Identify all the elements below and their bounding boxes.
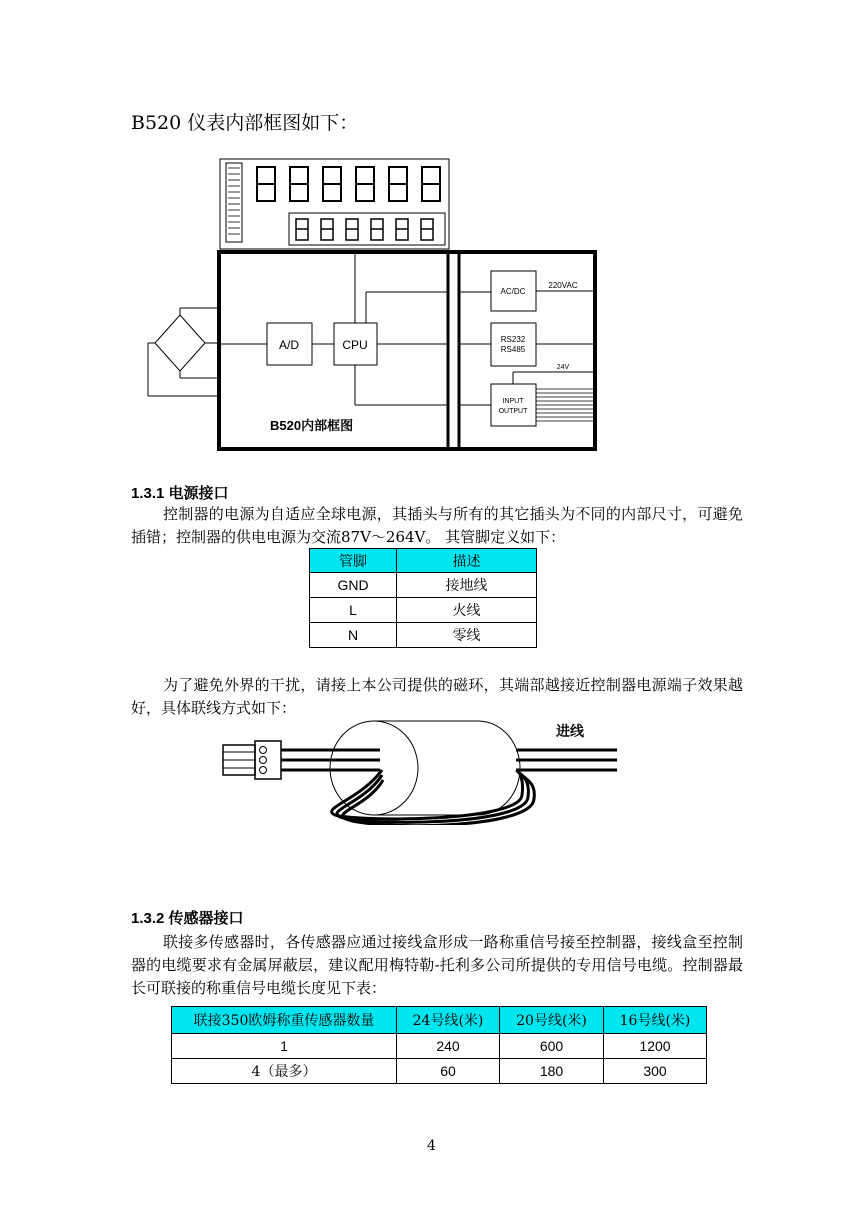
output-label: OUTPUT bbox=[498, 408, 528, 415]
table-cell: 600 bbox=[500, 1034, 604, 1059]
table-cell: 1 bbox=[172, 1034, 397, 1059]
table-cell: 4（最多） bbox=[172, 1059, 397, 1084]
table-header: 24号线(米) bbox=[397, 1007, 500, 1034]
rs485-label: RS485 bbox=[500, 345, 526, 354]
acdc-label: AC/DC bbox=[500, 287, 526, 296]
table-cell: 240 bbox=[397, 1034, 500, 1059]
ad-label: A/D bbox=[278, 338, 300, 352]
sensor-paragraph: 联接多传感器时，各传感器应通过接线盒形成一路称重信号接至控制器，接线盒至控制器的电缆要求有金属屏蔽层，建议配用梅特勒-托利多公司所提供的专用信号电缆。控制器最长可联接的称重信号电缆长度见下表： bbox=[131, 933, 743, 997]
table-row bbox=[172, 1034, 707, 1059]
ferrite-wiring-diagram bbox=[210, 715, 630, 825]
cable-length-table bbox=[171, 1006, 707, 1084]
table-header: 联接350欧姆称重传感器数量 bbox=[172, 1007, 397, 1034]
table-cell: 零线 bbox=[397, 623, 537, 648]
table-cell: 180 bbox=[500, 1059, 604, 1084]
block-diagram bbox=[145, 155, 605, 455]
page-number: 4 bbox=[427, 1138, 436, 1154]
table-cell: N bbox=[310, 623, 397, 648]
table-header: 描述 bbox=[397, 549, 537, 573]
table-cell: L bbox=[310, 598, 397, 623]
table-cell: GND bbox=[310, 573, 397, 598]
section-heading-sensor: 1.3.2 传感器接口 bbox=[131, 910, 244, 927]
input-label: INPUT bbox=[502, 398, 524, 405]
ferrite-paragraph: 为了避免外界的干扰，请接上本公司提供的磁环，其端部越接近控制器电源端子效果越好，具体联线方式如下： bbox=[131, 676, 743, 717]
section-heading-power: 1.3.1 电源接口 bbox=[131, 485, 229, 502]
table-cell: 60 bbox=[397, 1059, 500, 1084]
table-row bbox=[310, 598, 537, 623]
table-cell: 接地线 bbox=[397, 573, 537, 598]
rs232-label: RS232 bbox=[500, 335, 526, 344]
cpu-label: CPU bbox=[342, 338, 368, 352]
table-cell: 火线 bbox=[397, 598, 537, 623]
inlet-label: 进线 bbox=[556, 723, 584, 739]
table-row bbox=[310, 573, 537, 598]
table-cell: 300 bbox=[604, 1059, 707, 1084]
table-row bbox=[172, 1059, 707, 1084]
table-header: 16号线(米) bbox=[604, 1007, 707, 1034]
table-header-row bbox=[172, 1007, 707, 1034]
table-header: 管脚 bbox=[310, 549, 397, 573]
power-paragraph: 控制器的电源为自适应全球电源，其插头与所有的其它插头为不同的内部尺寸，可避免插错；控制器的供电电源为交流87V～264V。 其管脚定义如下： bbox=[131, 505, 743, 546]
pin-definition-table bbox=[309, 548, 537, 648]
table-row bbox=[310, 623, 537, 648]
vac-label: 220VAC bbox=[548, 281, 578, 290]
table-cell: 1200 bbox=[604, 1034, 707, 1059]
page-title: B520 仪表内部框图如下： bbox=[131, 112, 359, 134]
table-header: 20号线(米) bbox=[500, 1007, 604, 1034]
v24-label: 24V bbox=[556, 364, 570, 371]
diagram-caption: B520内部框图 bbox=[270, 418, 354, 433]
table-header-row bbox=[310, 549, 537, 573]
